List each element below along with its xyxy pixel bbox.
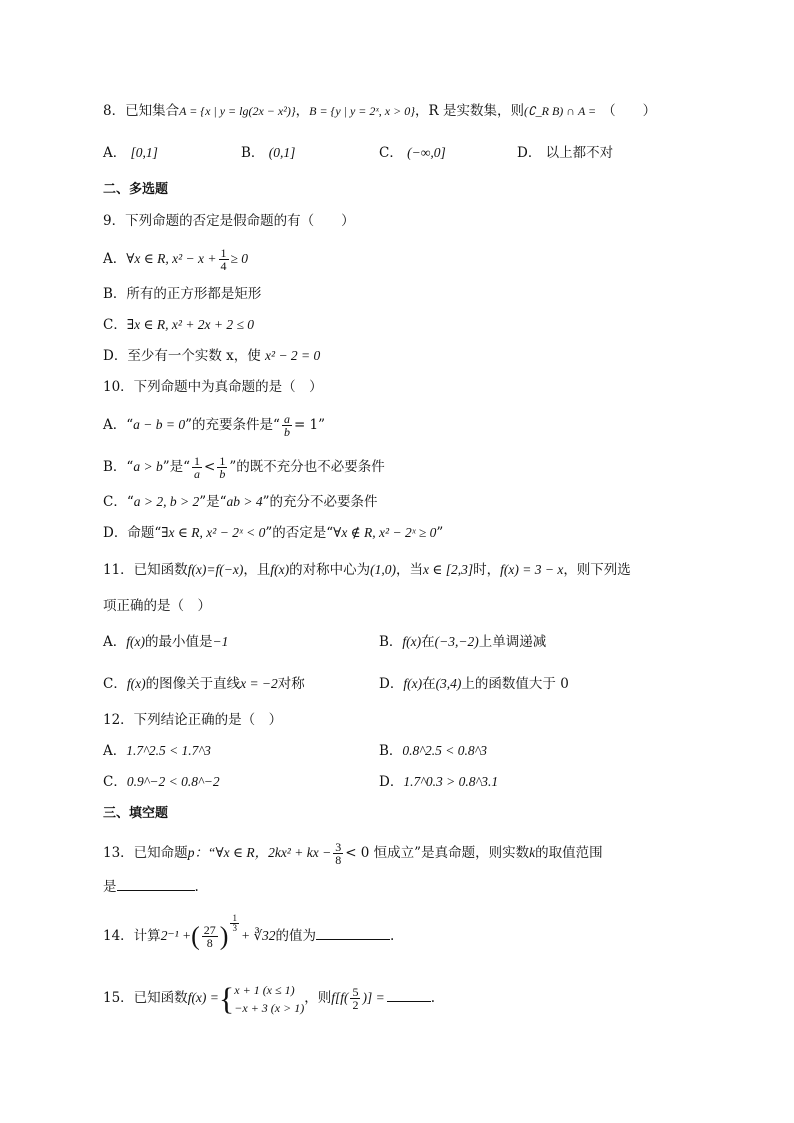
fraction: $\frac{1}{4}$ — [220, 246, 227, 273]
q8-option-d[interactable]: D． 以上都不对 — [517, 145, 614, 161]
exponent-fraction: $\frac{1}{3}$ — [232, 913, 237, 933]
q11-option-b[interactable]: B．f(x)在(−3,−2)上单调递减 — [379, 634, 547, 650]
q12-stem: 12．下列结论正确的是（ ） — [103, 712, 283, 728]
q10-option-c[interactable]: C．“a > 2, b > 2”是“ab > 4”的充分不必要条件 — [103, 494, 378, 510]
q12-option-b[interactable]: B．0.8^2.5 < 0.8^3 — [379, 743, 488, 759]
answer-blank[interactable] — [316, 925, 390, 940]
section-heading-multi: 二、多选题 — [103, 182, 169, 197]
fraction: $\frac{1}{a}$ — [194, 454, 201, 481]
q15-stem: 15．已知函数f(x) ={ x + 1 (x ≤ 1) −x + 3 (x > 1) ，则f[f( $\frac{5}{2}$ )] = . — [103, 980, 435, 1017]
q9-option-a[interactable]: A．∀x ∈ R, x² − x + $\frac{1}{4}$ ≥ 0 — [103, 246, 249, 273]
fraction: $\frac{3}{8}$ — [335, 840, 342, 867]
piecewise-cases: x + 1 (x ≤ 1) −x + 3 (x > 1) — [234, 982, 305, 1015]
q13-stem: 13．已知命题p：“∀x ∈ R，2kx² + kx − $\frac{3}{8}$ < 0 恒成立”是真命题，则实数k的取值范围 — [103, 840, 603, 867]
q10-option-d[interactable]: D．命题“∃x ∈ R, x² − 2ˣ < 0”的否定是“∀x ∉ R, x² − 2ˣ ≥ 0” — [103, 525, 444, 541]
q8-option-b[interactable]: B． (0,1] — [241, 145, 296, 161]
q10-option-b[interactable]: B．“a > b”是“ $\frac{1}{a}$ < $\frac{1}{b}$ ”的既不充分也不必要条件 — [103, 454, 385, 481]
fraction: $\frac{1}{b}$ — [219, 454, 226, 481]
q9-option-c[interactable]: C．∃x ∈ R, x² + 2x + 2 ≤ 0 — [103, 317, 255, 333]
answer-blank[interactable] — [387, 987, 431, 1002]
fraction: $\frac{5}{2}$ — [352, 985, 359, 1012]
q8-option-c[interactable]: C． (−∞,0] — [379, 145, 446, 161]
q9-stem: 9．下列命题的否定是假命题的有（ ） — [103, 213, 355, 229]
q8-option-a[interactable]: A． [0,1] — [103, 145, 158, 161]
q9-option-d[interactable]: D．至少有一个实数 x，使 x² − 2 = 0 — [103, 348, 321, 364]
q10-stem: 10．下列命题中为真命题的是（ ） — [103, 379, 323, 395]
section-heading-fill: 三、填空题 — [103, 806, 169, 821]
q11-option-d[interactable]: D．f(x)在(3,4)上的函数值大于 0 — [379, 676, 569, 692]
q11-stem: 11．已知函数f(x)=f(−x)，且f(x)的对称中心为(1,0)，当x ∈ [2,3]时，f(x) = 3 − x，则下列选 — [103, 562, 631, 578]
fraction: $\frac{27}{8}$ — [203, 923, 216, 950]
q12-option-a[interactable]: A．1.7^2.5 < 1.7^3 — [103, 743, 211, 759]
q12-option-c[interactable]: C．0.9^−2 < 0.8^−2 — [103, 774, 220, 790]
q8-stem: 8．已知集合A = {x | y = lg(2x − x²)}，B = {y | y = 2ˣ, x > 0}，R 是实数集，则(∁_R B) ∩ A = （ ） — [103, 103, 657, 119]
q9-option-b[interactable]: B．所有的正方形都是矩形 — [103, 286, 262, 302]
fraction: $\frac{a}{b}$ — [283, 412, 290, 439]
q11-option-c[interactable]: C．f(x)的图像关于直线x = −2对称 — [103, 676, 305, 692]
q11-stem-cont: 项正确的是（ ） — [103, 598, 211, 614]
q10-option-a[interactable]: A．“a − b = 0”的充要条件是“ $\frac{a}{b}$ = 1” — [103, 412, 326, 439]
q13-answer-line: 是 . — [103, 876, 199, 897]
answer-blank[interactable] — [117, 876, 195, 891]
q12-option-d[interactable]: D．1.7^0.3 > 0.8^3.1 — [379, 774, 499, 790]
q11-option-a[interactable]: A．f(x)的最小值是−1 — [103, 634, 229, 650]
q14-stem: 14．计算2⁻¹ +( $\frac{27}{8}$ ) $\frac{1}{3}$ + ∛32的值为 . — [103, 913, 395, 951]
